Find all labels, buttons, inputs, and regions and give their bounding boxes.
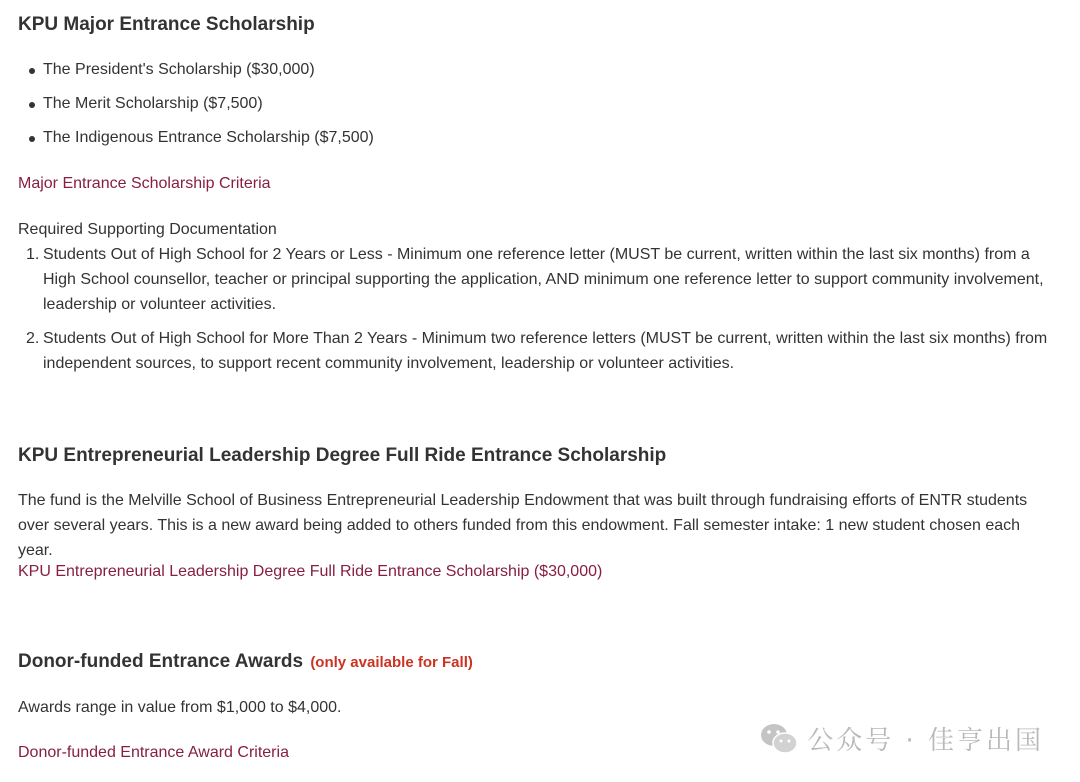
- list-number: 2.: [26, 330, 40, 347]
- scholarship-indigenous: The Indigenous Entrance Scholarship ($7,500): [43, 129, 374, 146]
- bullet-icon: [29, 102, 35, 108]
- major-entrance-criteria-link[interactable]: Major Entrance Scholarship Criteria: [18, 175, 271, 192]
- scholarship-presidents: The President's Scholarship ($30,000): [43, 61, 315, 78]
- entrepreneurial-scholarship-link[interactable]: KPU Entrepreneurial Leadership Degree Full Ride Entrance Scholarship ($30,000): [18, 563, 603, 580]
- wechat-icon: [759, 721, 799, 757]
- donor-funded-heading: [18, 650, 473, 675]
- major-entrance-heading: KPU Major Entrance Scholarship: [18, 14, 315, 35]
- entrepreneurial-description: The fund is the Melville School of Business Entrepreneurial Leadership Endowment that was built through fundraising efforts of ENTR students over several years. This is a new award being added to others funded from this endowment. Fall semester intake: 1 new student chosen each year.: [18, 492, 1028, 559]
- docs-heading: Required Supporting Documentation: [18, 221, 277, 238]
- donor-awards-range: Awards range in value from $1,000 to $4,000.: [18, 699, 342, 716]
- list-item: [18, 92, 374, 126]
- fall-only-note: (only available for Fall): [310, 654, 473, 671]
- donor-award-criteria-link[interactable]: Donor-funded Entrance Award Criteria: [18, 744, 289, 761]
- list-item: [18, 242, 1058, 317]
- entrepreneurial-heading: KPU Entrepreneurial Leadership Degree Full Ride Entrance Scholarship: [18, 445, 667, 466]
- list-item: [18, 126, 374, 160]
- list-item: [18, 326, 1058, 376]
- watermark-text: 公众号 · 佳亨出国: [807, 726, 1044, 756]
- list-item: [18, 58, 374, 92]
- doc-requirement-text: Students Out of High School for More Than 2 Years - Minimum two reference letters (MUST be current, written within the last six months) from independent sources, to support recent community involvement, leadership or volunteer activities.: [43, 330, 1048, 372]
- scholarship-list: [18, 58, 374, 160]
- scholarship-merit: The Merit Scholarship ($7,500): [43, 95, 263, 112]
- donor-funded-heading-text: Donor-funded Entrance Awards: [18, 651, 304, 672]
- bullet-icon: [29, 68, 35, 74]
- watermark: [759, 720, 1044, 757]
- doc-requirement-text: Students Out of High School for 2 Years or Less - Minimum one reference letter (MUST be current, written within the last six months) from a High School counsellor, teacher or principal supporting the application, AND minimum one reference letter to support community involvement, leadership or volunteer activities.: [43, 246, 1044, 313]
- docs-list: [18, 242, 1058, 385]
- list-number: 1.: [26, 246, 40, 263]
- bullet-icon: [29, 136, 35, 142]
